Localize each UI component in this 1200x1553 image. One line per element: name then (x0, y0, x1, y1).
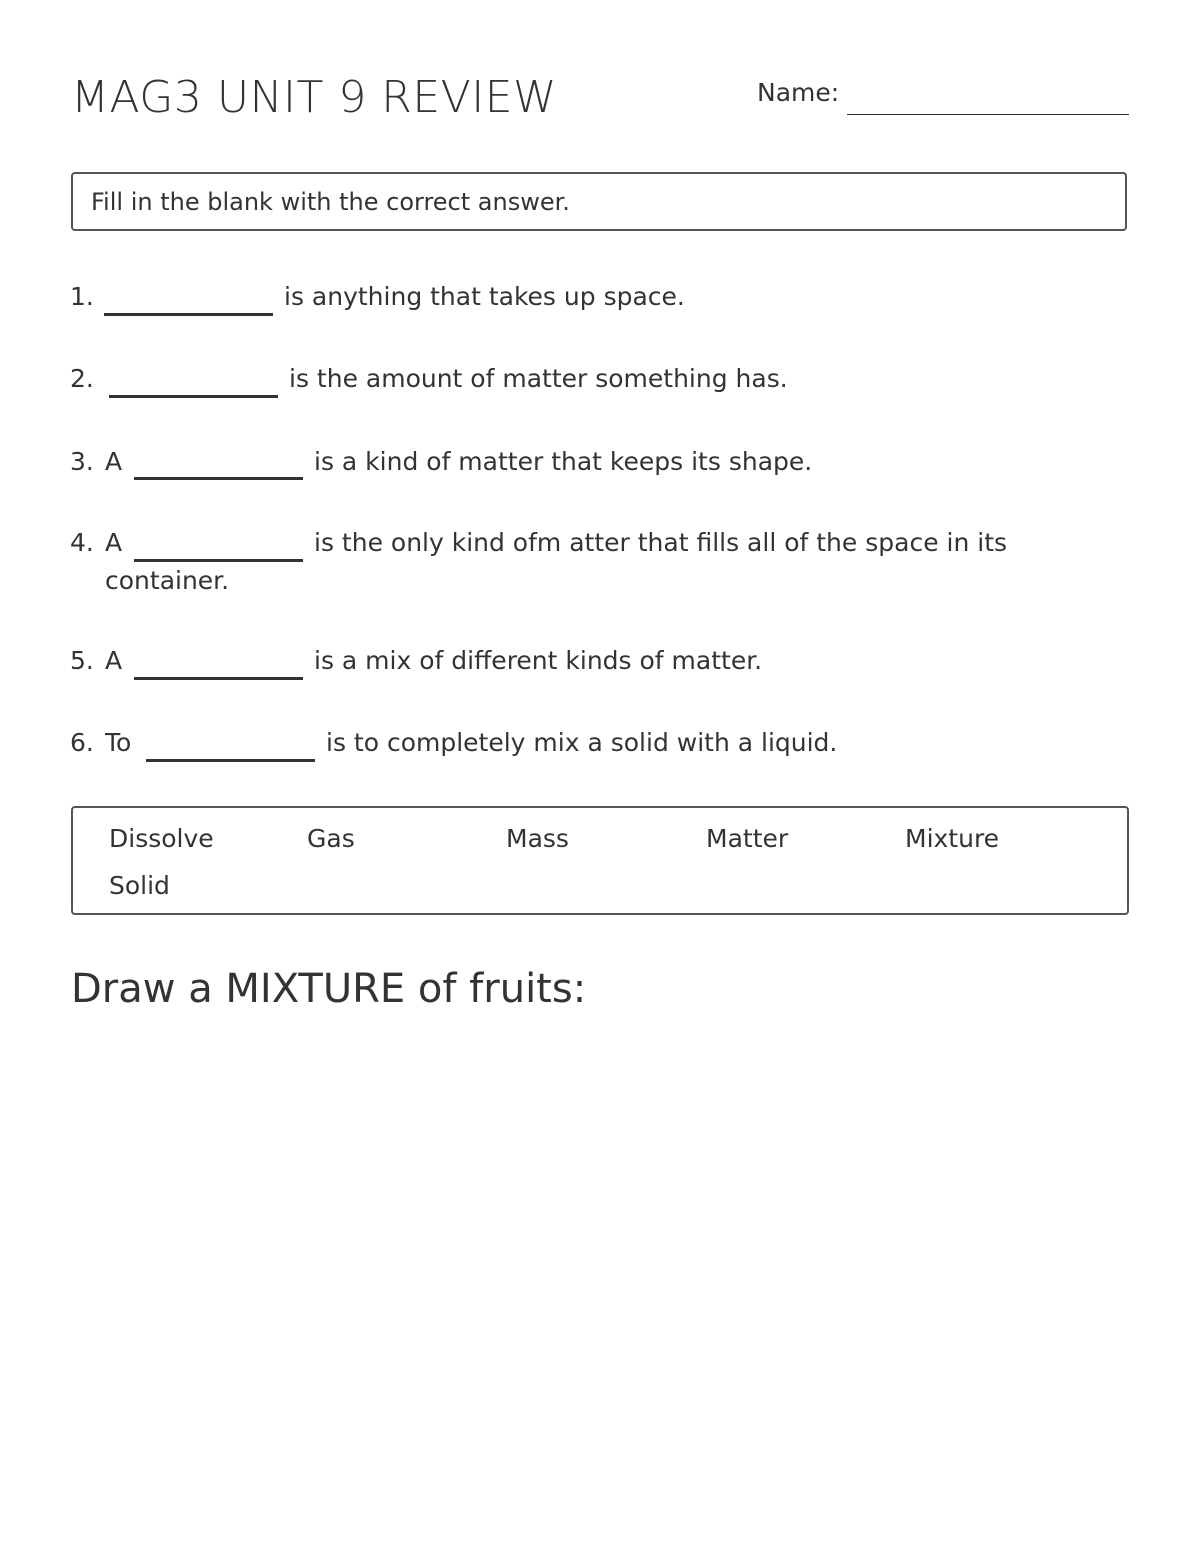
page-title: MAG3 UNIT 9 REVIEW (71, 72, 558, 123)
answer-blank[interactable] (109, 395, 278, 398)
word-bank-item: Gas (307, 824, 355, 853)
word-bank-item: Dissolve (109, 824, 214, 853)
question-2 (0, 364, 1200, 404)
question-text-continuation: container. (105, 566, 230, 595)
question-3 (0, 447, 1200, 487)
question-1 (0, 282, 1200, 322)
question-text: is a mix of different kinds of matter. (314, 646, 763, 675)
answer-blank[interactable] (134, 559, 303, 562)
answer-blank[interactable] (104, 313, 273, 316)
question-text: is to completely mix a solid with a liquid. (326, 728, 838, 757)
question-text: is a kind of matter that keeps its shape. (314, 447, 813, 476)
answer-blank[interactable] (134, 477, 303, 480)
question-5 (0, 646, 1200, 686)
word-bank (71, 806, 1129, 915)
question-lead-word: A (105, 646, 123, 675)
name-blank-line[interactable] (847, 114, 1129, 115)
question-lead-word: A (105, 528, 123, 557)
question-text: is anything that takes up space. (284, 282, 685, 311)
question-lead-word: To (105, 728, 132, 757)
question-number: 2. (70, 364, 94, 393)
question-number: 6. (70, 728, 94, 757)
question-4 (0, 528, 1200, 603)
instructions-box (71, 172, 1127, 231)
drawing-area[interactable] (71, 1030, 1129, 1510)
word-bank-item: Mass (506, 824, 569, 853)
question-6 (0, 728, 1200, 768)
question-number: 3. (70, 447, 94, 476)
name-label: Name: (757, 78, 840, 107)
question-number: 4. (70, 528, 94, 557)
word-bank-item: Solid (109, 871, 170, 900)
question-number: 1. (70, 282, 94, 311)
instructions-text: Fill in the blank with the correct answer. (91, 188, 570, 216)
answer-blank[interactable] (134, 677, 303, 680)
question-text: is the amount of matter something has. (289, 364, 788, 393)
question-number: 5. (70, 646, 94, 675)
drawing-prompt-heading: Draw a MIXTURE of fruits: (71, 966, 587, 1012)
word-bank-item: Mixture (905, 824, 1000, 853)
word-bank-item: Matter (706, 824, 789, 853)
answer-blank[interactable] (146, 759, 315, 762)
question-text: is the only kind ofm atter that fills all of the space in its (314, 528, 1008, 557)
question-lead-word: A (105, 447, 123, 476)
